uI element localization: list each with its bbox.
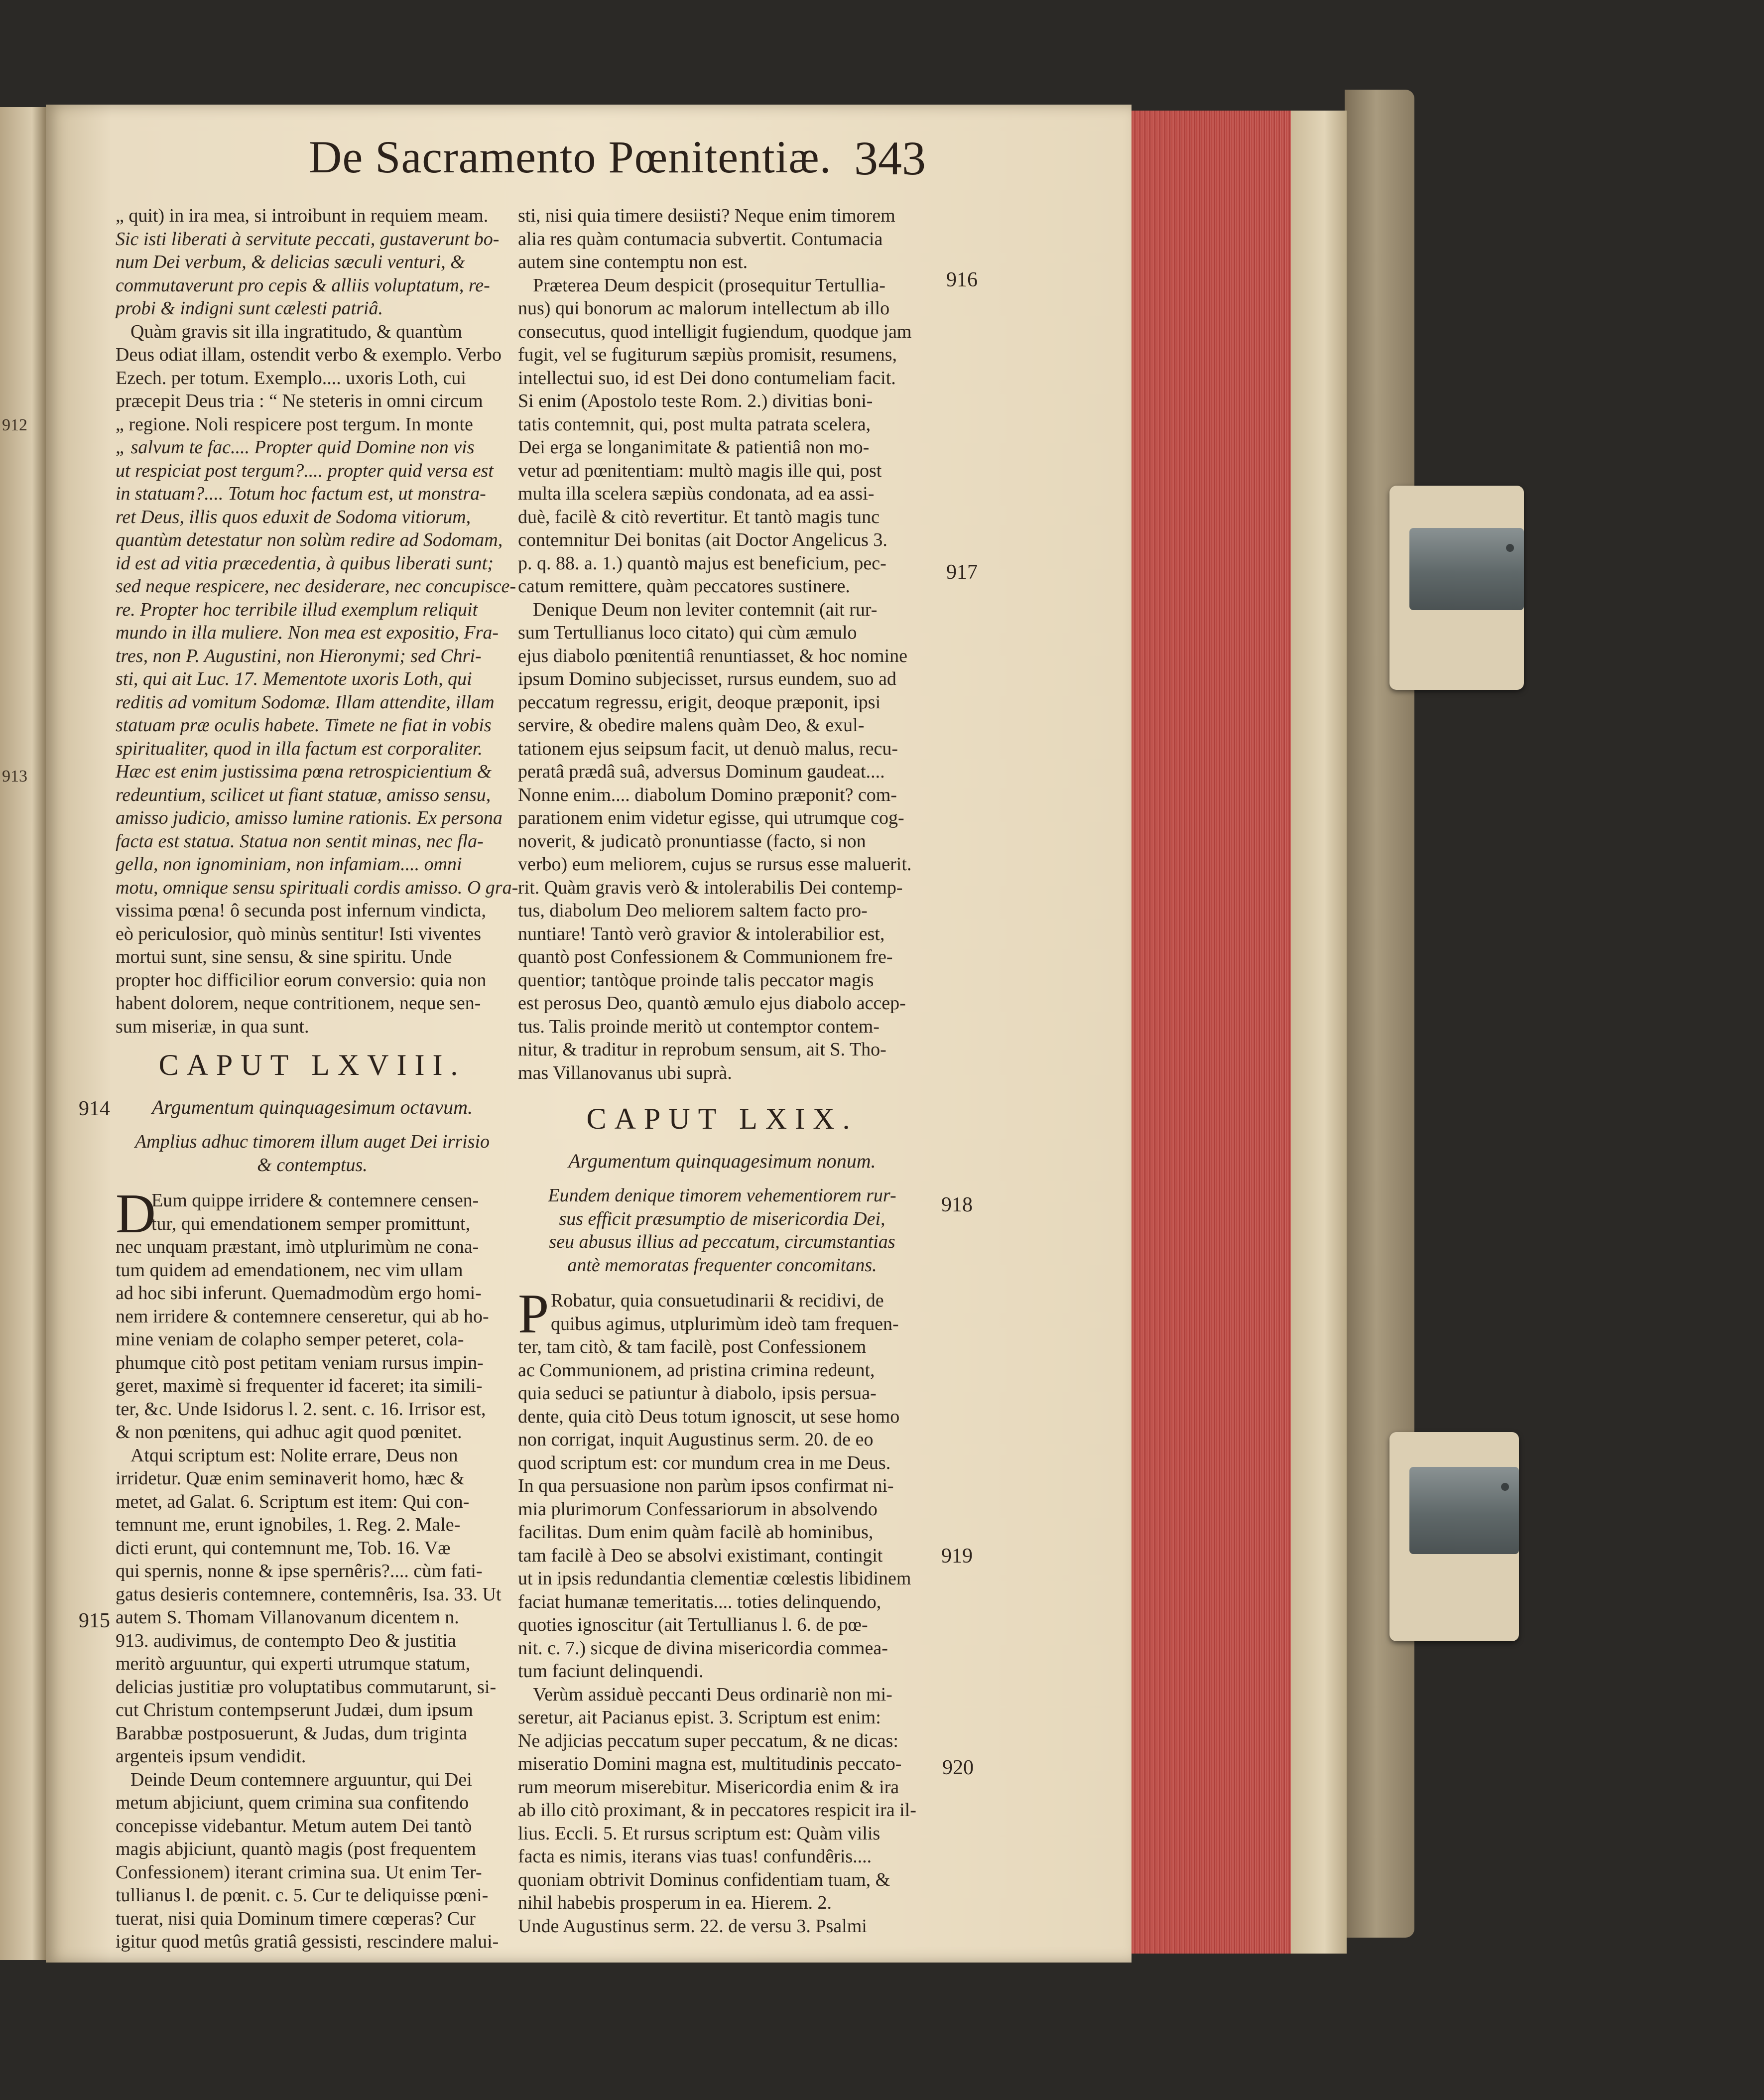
text-line: ut in ipsis redundantia clementiæ cœlestis libidinem: [518, 1568, 911, 1589]
text-line: mortui sunt, sine sensu, & sine spiritu. Unde: [116, 946, 452, 967]
text-line: sti, nisi quia timere desiisti? Neque enim timorem: [518, 205, 895, 226]
margin-number: 918: [941, 1193, 973, 1216]
margin-number: 917: [946, 561, 978, 584]
text-line: gatus desieris contemnere, contemnêris, Isa. 33. Ut: [116, 1583, 502, 1605]
lemma-line: seu abusus illius ad peccatum, circumstantias: [549, 1231, 895, 1252]
text-line: temnunt me, erunt ignobiles, 1. Reg. 2. Male-: [116, 1514, 461, 1535]
lower-clasp: [1389, 1432, 1519, 1641]
text-line: phumque citò post petitam veniam rursus impin-: [116, 1352, 484, 1373]
text-line: In qua persuasione non parùm ipsos confirmat ni-: [518, 1475, 894, 1496]
text-line: servire, & obedire malens quàm Deo, & exul-: [518, 715, 865, 736]
text-line: faciat humanæ temeritatis.... toties delinquendo,: [518, 1591, 882, 1612]
text-line: alia res quàm contumacia subvertit. Contumacia: [518, 228, 883, 250]
margin-number: 915: [79, 1609, 110, 1632]
argumentum: Argumentum quinquagesimum octavum.: [152, 1096, 473, 1118]
text-line: id est ad vitia præcedentia, à quibus liberati sunt;: [116, 552, 494, 574]
text-line: p. q. 88. a. 1.) quantò majus est beneficium, pec-: [518, 552, 886, 574]
text-line: redeuntium, scilicet ut fiant statuæ, amisso sensu,: [116, 784, 491, 805]
text-line: mundo in illa muliere. Non mea est expositio, Fra-: [116, 622, 499, 643]
drop-cap: D: [116, 1183, 156, 1245]
text-line: præcepit Deus tria : “ Ne steteris in omni circum: [116, 391, 483, 411]
text-line: est perosus Deo, quantò æmulo ejus diabolo accep-: [518, 993, 906, 1014]
text-line: autem sine contemptu non est.: [518, 252, 748, 272]
text-block-edge: [1291, 111, 1347, 1954]
text-line: ut respiciat post tergum?.... propter quid versa est: [116, 460, 494, 481]
text-line: probi & indigni sunt cælesti patriâ.: [116, 298, 383, 319]
text-line: nitur, & traditur in reprobum sensum, ait S. Tho-: [518, 1039, 886, 1060]
text-line: nus) qui bonorum ac malorum intellectum ab illo: [518, 298, 890, 319]
text-line: intellectui suo, id est Dei dono contumeliam facit.: [518, 367, 896, 389]
text-line: delicias justitiæ pro voluptatibus commutarunt, si-: [116, 1676, 497, 1698]
text-line: facta es nimis, iterans vias tuas! confundêris....: [518, 1846, 872, 1867]
margin-number: 914: [79, 1097, 110, 1120]
text-line: Denique Deum non leviter contemnit (ait rur-: [533, 599, 878, 620]
text-line: commutaverunt pro cepis & alliis voluptatum, re-: [116, 274, 490, 296]
text-line: spiritualiter, quod in illa factum est corporaliter.: [116, 738, 483, 759]
text-line: Ne adjicias peccatum super peccatum, & ne dicas:: [518, 1730, 898, 1751]
text-line: propter hoc difficilior eorum conversio: quia non: [116, 969, 487, 991]
margin-number: 920: [942, 1756, 974, 1779]
text-line: catum remittere, quàm peccatores sustinere.: [518, 576, 850, 597]
text-line: Sic isti liberati à servitute peccati, gustaverunt bo-: [116, 228, 500, 250]
text-line: peccatum regressu, erigit, deoque præponit, ipsi: [518, 691, 881, 713]
text-line: noverit, & judicatò pronuntiasse (facto, si non: [518, 830, 866, 852]
text-line: ab illo citò proximant, & in peccatores respicit ira il-: [518, 1800, 916, 1821]
text-line: Deinde Deum contemnere arguuntur, qui Dei: [130, 1769, 472, 1790]
text-line: Dei erga se longanimitate & patientiâ non mo-: [518, 437, 870, 458]
text-line: Robatur, quia consuetudinarii & recidivi, de: [551, 1290, 884, 1311]
margin-number: 919: [941, 1545, 973, 1568]
text-line: tum faciunt delinquendi.: [518, 1661, 704, 1682]
lemma-line: Eundem denique timorem vehementiorem rur-: [548, 1185, 896, 1206]
text-line: vissima pœna! ô secunda post infernum vindicta,: [116, 900, 487, 921]
text-line: ter, &c. Unde Isidorus l. 2. sent. c. 16. Irrisor est,: [116, 1398, 486, 1420]
text-line: quantò post Confessionem & Communionem fre-: [518, 946, 893, 967]
chapter-heading: CAPUT LXIX.: [586, 1102, 858, 1135]
text-line: Ezech. per totum. Exemplo.... uxoris Loth, cui: [116, 367, 466, 389]
text-line: nec unquam præstant, imò utplurimùm ne cona-: [116, 1236, 479, 1257]
text-line: quibus agimus, utplurimùm ideò tam frequen-: [551, 1313, 899, 1334]
text-line: sum miseriæ, in qua sunt.: [116, 1016, 309, 1037]
running-head: De Sacramento Pœnitentiæ.: [309, 131, 832, 182]
text-line: dente, quia citò Deus totum ignoscit, ut sese homo: [518, 1406, 900, 1427]
text-line: ter, tam citò, & tam facilè, post Confessionem: [518, 1336, 867, 1357]
text-line: Confessionem) iterant crimina sua. Ut enim Ter-: [116, 1861, 482, 1883]
text-line: gella, non ignominiam, non infamiam.... omni: [116, 854, 462, 875]
text-line: tum quidem ad emendationem, nec vim ullam: [116, 1259, 463, 1281]
margin-number: 913: [2, 767, 27, 786]
text-line: eò periculosior, quò minùs sentitur! Isti viventes: [116, 923, 482, 944]
text-line: Barabbæ postposuerunt, & Judas, dum triginta: [116, 1722, 468, 1744]
text-line: rum meorum miserebitur. Misericordia enim & ira: [518, 1776, 899, 1798]
argumentum: Argumentum quinquagesimum nonum.: [568, 1150, 876, 1172]
text-line: seretur, ait Pacianus epist. 3. Scriptum est enim:: [518, 1707, 881, 1728]
text-line: in statuam?.... Totum hoc factum est, ut monstra-: [116, 483, 486, 504]
text-line: dicti erunt, qui contemnunt me, Tob. 16. Væ: [116, 1537, 451, 1559]
text-line: tatis contemnit, qui, post multa patrata scelera,: [518, 413, 871, 435]
text-line: facilitas. Dum enim quàm facilè ab hominibus,: [518, 1522, 874, 1543]
lemma-line: & contemptus.: [257, 1154, 368, 1176]
text-line: argenteis ipsum vendidit.: [116, 1746, 306, 1767]
text-line: nihil habebis prosperum in ea. Hierem. 2.: [518, 1892, 832, 1913]
lemma-line: Amplius adhuc timorem illum auget Dei irrisio: [134, 1131, 490, 1152]
text-line: Præterea Deum despicit (prosequitur Tertullia-: [533, 274, 885, 296]
text-line: Quàm gravis sit illa ingratitudo, & quantùm: [130, 321, 462, 342]
margin-number: 912: [2, 416, 27, 434]
page-edges-red: [1132, 111, 1291, 1954]
text-line: mine veniam de colapho semper peteret, cola-: [116, 1329, 464, 1350]
text-line: metum abjiciunt, quem crimina sua confitendo: [116, 1792, 469, 1813]
text-line: parationem enim videtur egisse, qui utrumque cog-: [518, 807, 904, 828]
text-line: Unde Augustinus serm. 22. de versu 3. Psalmi: [518, 1915, 867, 1937]
page-number: 343: [854, 131, 926, 185]
text-line: quantùm detestatur non solùm redire ad Sodomam,: [116, 529, 503, 550]
text-line: 913. audivimus, de contempto Deo & justitia: [116, 1630, 456, 1651]
text-line: reditis ad vomitum Sodomæ. Illam attendite, illam: [116, 691, 495, 713]
text-line: autem S. Thomam Villanovanum dicentem n.: [116, 1607, 459, 1628]
text-line: nit. c. 7.) sicque de divina misericordia commea-: [518, 1637, 888, 1659]
upper-clasp: [1389, 486, 1524, 690]
text-line: Si enim (Apostolo teste Rom. 2.) divitias boni-: [518, 391, 873, 411]
lemma-line: sus efficit præsumptio de misericordia Dei,: [559, 1208, 885, 1229]
text-line: mia plurimorum Confessariorum in absolvendo: [518, 1498, 878, 1520]
text-line: lius. Eccli. 5. Et rursus scriptum est: Quàm vilis: [518, 1823, 881, 1844]
text-line: re. Propter hoc terribile illud exemplum reliquit: [116, 599, 478, 620]
text-line: Atqui scriptum est: Nolite errare, Deus non: [130, 1444, 458, 1466]
text-line: quod scriptum est: cor mundum crea in me Deus.: [518, 1452, 891, 1473]
text-line: non corrigat, inquit Augustinus serm. 20. de eo: [518, 1429, 874, 1450]
text-line: ejus diabolo pœnitentiâ renuntiasset, & hoc nomine: [518, 645, 908, 666]
text-line: ipsum Domino subjecisset, rursus eundem, suo ad: [518, 668, 896, 689]
text-line: contemnitur Dei bonitas (ait Doctor Angelicus 3.: [518, 529, 887, 550]
text-line: sti, qui ait Luc. 17. Mementote uxoris Loth, qui: [116, 668, 472, 689]
text-line: vetur ad pœnitentiam: multò magis ille qui, post: [518, 460, 882, 481]
text-line: qui spernis, nonne & ipse spernêris?.... cùm fati-: [116, 1561, 483, 1581]
text-line: motu, omnique sensu spirituali cordis amisso. O gra-: [116, 877, 518, 898]
text-line: nuntiare! Tantò verò gravior & intolerabilior est,: [518, 923, 885, 944]
text-line: quia seduci se patiuntur à diabolo, ipsis persua-: [518, 1383, 877, 1404]
text-line: & non pœnitens, qui adhuc agit quod pœnitet.: [116, 1422, 462, 1443]
drop-cap: P: [518, 1283, 549, 1345]
text-line: „ salvum te fac.... Propter quid Domine non vis: [116, 437, 475, 458]
text-line: irridetur. Quæ enim seminaverit homo, hæc &: [116, 1468, 465, 1489]
text-line: „ quit) in ira mea, si introibunt in requiem meam.: [116, 205, 489, 226]
text-line: consecutus, quod intelligit fugiendum, quodque jam: [518, 321, 912, 342]
text-line: ac Communionem, ad pristina crimina redeunt,: [518, 1359, 875, 1381]
lemma-line: antè memoratas frequenter concomitans.: [567, 1254, 877, 1276]
text-line: Hæc est enim justissima pœna retrospicientium &: [116, 761, 492, 782]
text-line: igitur quod metûs gratiâ gessisti, rescindere malui-: [116, 1931, 499, 1952]
text-line: nem irridere & contemnere censeretur, qui ab ho-: [116, 1306, 489, 1327]
text-line: habent dolorem, neque contritionem, neque sen-: [116, 993, 481, 1014]
text-line: duè, facilè & citò revertitur. Et tantò magis tunc: [518, 506, 880, 527]
text-line: sed neque respicere, nec desiderare, nec concupisce-: [116, 576, 516, 597]
book-cover-board: [1345, 90, 1414, 1938]
left-page-gutter: [0, 107, 46, 1960]
text-line: meritò arguuntur, qui experti utrumque statum,: [116, 1653, 471, 1674]
text-line: tuerat, nisi quia Dominum timere cœperas? Cur: [116, 1908, 476, 1929]
text-line: metet, ad Galat. 6. Scriptum est item: Qui con-: [116, 1491, 470, 1512]
chapter-heading: CAPUT LXVIII.: [158, 1049, 466, 1081]
text-line: tationem ejus seipsum facit, ut denuò malus, recu-: [518, 738, 898, 759]
text-line: Nonne enim.... diabolum Domino præponit? com-: [518, 784, 897, 805]
text-line: rit. Quàm gravis verò & intolerabilis Dei contemp-: [518, 877, 903, 898]
text-line: facta est statua. Statua non sentit minas, nec fla-: [116, 830, 484, 852]
text-line: tam facilè à Deo se absolvi existimant, contingit: [518, 1545, 883, 1566]
clasp-metal: [1409, 1467, 1519, 1554]
text-line: fugit, vel se fugiturum sæpiùs promisit, resumens,: [518, 344, 897, 365]
text-line: tullianus l. de pœnit. c. 5. Cur te deliquisse pœni-: [116, 1885, 489, 1906]
text-line: tus. Talis proinde meritò ut contemptor contem-: [518, 1016, 880, 1037]
text-line: num Dei verbum, & delicias sæculi venturi, &: [116, 252, 465, 272]
text-line: sum Tertullianus loco citato) qui cùm æmulo: [518, 622, 857, 643]
text-line: multa illa scelera sæpiùs condonata, ad ea assi-: [518, 483, 875, 504]
text-line: Deus odiat illam, ostendit verbo & exemplo. Verbo: [116, 344, 502, 365]
text-line: tur, qui emendationem semper promittunt,: [151, 1213, 471, 1234]
text-line: quentior; tantòque proinde talis peccator magis: [518, 969, 874, 991]
text-line: peratâ prædâ suâ, adversus Dominum gaudeat....: [518, 761, 885, 782]
text-line: verbo) eum meliorem, cujus se rursus esse maluerit.: [518, 854, 912, 875]
text-line: miseratio Domini magna est, multitudinis peccato-: [518, 1753, 902, 1774]
text-line: tres, non P. Augustini, non Hieronymi; sed Chri-: [116, 645, 482, 666]
text-line: mas Villanovanus ubi suprà.: [518, 1062, 732, 1083]
text-line: ad hoc sibi inferunt. Quemadmodùm ergo homi-: [116, 1283, 482, 1304]
text-line: cut Christum contempserunt Judæi, dum ipsum: [116, 1700, 473, 1720]
clasp-metal: [1409, 528, 1524, 610]
text-line: quoties ignoscitur (ait Tertullianus l. 6. de pœ-: [518, 1614, 868, 1635]
text-line: magis abjiciunt, quantò magis (post frequentem: [116, 1838, 476, 1859]
text-line: ret Deus, illis quos eduxit de Sodoma vitiorum,: [116, 506, 471, 527]
text-line: statuam præ oculis habete. Timete ne fiat in vobis: [116, 715, 492, 736]
text-line: concepisse videbantur. Metum autem Dei tantò: [116, 1815, 472, 1837]
text-line: „ regione. Noli respicere post tergum. In monte: [116, 413, 473, 435]
text-line: amisso judicio, amisso lumine rationis. Ex persona: [116, 807, 503, 828]
text-line: tus, diabolum Deo meliorem saltem facto pro-: [518, 900, 868, 921]
text-line: Verùm assiduè peccanti Deus ordinariè non mi-: [533, 1684, 892, 1705]
text-line: Eum quippe irridere & contemnere censen-: [151, 1190, 479, 1211]
text-line: geret, maximè si frequenter id faceret; ita simili-: [116, 1375, 483, 1396]
text-line: quoniam obtrivit Dominus confidentiam tuam, &: [518, 1869, 890, 1890]
left-page-margin-numbers: [0, 107, 46, 1960]
margin-number: 916: [946, 268, 978, 291]
